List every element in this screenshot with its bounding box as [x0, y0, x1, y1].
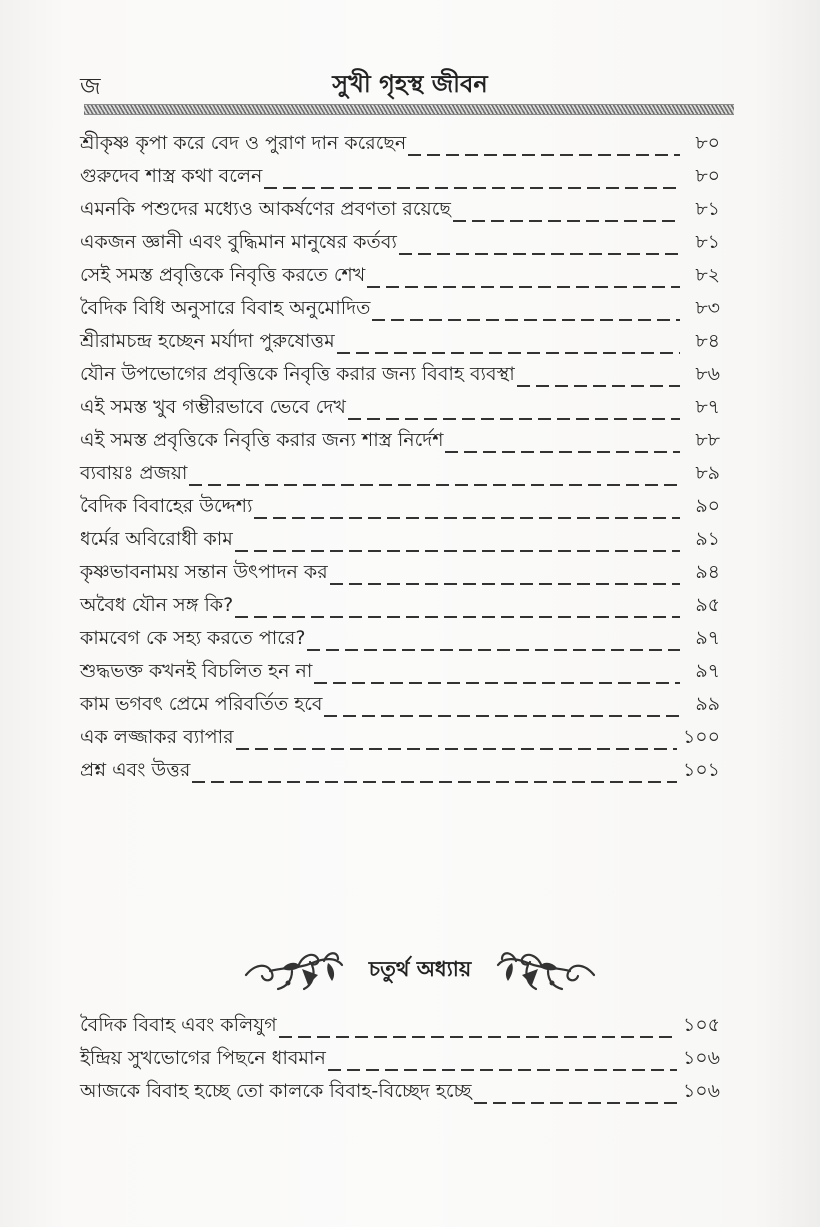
toc-entry-page: ৮৩ [695, 297, 720, 319]
toc-entry [80, 722, 720, 755]
dotted-leader [307, 649, 680, 651]
toc-entry [80, 425, 720, 458]
toc-entry-page: ৮১ [695, 198, 720, 220]
toc-entry [80, 194, 720, 227]
toc-entry-title: বৈদিক বিবাহের উদ্দেশ্য [80, 495, 253, 517]
toc-entry-title: গুরুদেব শাস্ত্র কথা বলেন [80, 165, 263, 187]
toc-entry [80, 128, 720, 161]
toc-entry-page: ৮১ [695, 231, 720, 253]
dotted-leader [408, 154, 680, 156]
toc-entry-title: বৈদিক বিবাহ এবং কলিযুগ [80, 1014, 277, 1036]
toc-entry-page: ৮০ [695, 132, 720, 154]
toc-entry-page: ১০৬ [682, 1047, 720, 1069]
dotted-leader [517, 385, 680, 387]
toc-entry [80, 1076, 720, 1109]
toc-entry [80, 590, 720, 623]
toc-entry-page: ৮৮ [695, 429, 720, 451]
floral-ornament-right-icon [493, 945, 598, 995]
page-header [80, 66, 740, 102]
toc-entry [80, 524, 720, 557]
toc-entry [80, 392, 720, 425]
floral-ornament-left-icon [242, 945, 347, 995]
toc-entry-title: ধর্মের অবিরোধী কাম [80, 528, 233, 550]
dotted-leader [348, 418, 680, 420]
dotted-leader [236, 748, 677, 750]
toc-entry-title: যৌন উপভোগের প্রবৃত্তিকে নিবৃত্তি করার জন্য বিবাহ ব্যবস্থা [80, 363, 515, 385]
toc-entry [80, 557, 720, 590]
toc-section-1 [80, 128, 720, 788]
toc-entry-title: কাম ভগবৎ প্রেমে পরিবর্তিত হবে [80, 693, 323, 715]
toc-entry-title: এই সমস্ত খুব গম্ভীরভাবে ভেবে দেখ [80, 396, 346, 418]
toc-entry [80, 326, 720, 359]
toc-entry-page: ৮৬ [695, 363, 720, 385]
dotted-leader [314, 682, 680, 684]
toc-entry-page: ৯৪ [695, 561, 720, 583]
toc-entry [80, 491, 720, 524]
toc-entry-title: শুদ্ধভক্ত কখনই বিচলিত হন না [80, 660, 313, 682]
dotted-leader [367, 286, 680, 288]
toc-entry [80, 260, 720, 293]
toc-entry [80, 161, 720, 194]
toc-entry [80, 656, 720, 689]
toc-entry-page: ৯০ [695, 495, 720, 517]
toc-entry-page: ৮২ [695, 264, 720, 286]
toc-entry-title: সেই সমস্ত প্রবৃত্তিকে নিবৃত্তি করতে শেখ [80, 264, 366, 286]
toc-entry [80, 227, 720, 260]
dotted-leader [372, 319, 680, 321]
toc-entry-page: ১০৬ [682, 1080, 720, 1102]
dotted-leader [328, 1069, 677, 1071]
toc-entry [80, 623, 720, 656]
toc-entry-page: ১০১ [682, 759, 720, 781]
toc-entry-page: ৮৯ [695, 462, 720, 484]
toc-entry-title: একজন জ্ঞানী এবং বুদ্ধিমান মানুষের কর্তব্য [80, 231, 397, 253]
toc-entry-page: ৮৭ [695, 396, 720, 418]
toc-entry-title: ইন্দ্রিয় সুখভোগের পিছনে ধাবমান [80, 1047, 326, 1069]
dotted-leader [279, 1036, 677, 1038]
toc-entry-title: কামবেগ কে সহ্য করতে পারে? [80, 627, 306, 649]
toc-entry-title: শ্রীরামচন্দ্র হচ্ছেন মর্যাদা পুরুষোত্তম [80, 330, 335, 352]
toc-entry-title: শ্রীকৃষ্ণ কৃপা করে বেদ ও পুরাণ দান করেছেন [80, 132, 407, 154]
toc-entry-title: প্রশ্ন এবং উত্তর [80, 759, 191, 781]
toc-entry-page: ১০০ [682, 726, 720, 748]
dotted-leader [337, 352, 680, 354]
toc-entry-title: অবৈধ যৌন সঙ্গ কি? [80, 594, 234, 616]
dotted-leader [189, 484, 680, 486]
book-title: সুখী গৃহস্থ জীবন [332, 70, 488, 98]
dotted-leader [235, 616, 680, 618]
toc-entry-title: আজকে বিবাহ হচ্ছে তো কালকে বিবাহ-বিচ্ছেদ হচ্ছে [80, 1080, 472, 1102]
dotted-leader [192, 781, 677, 783]
toc-entry [80, 1043, 720, 1076]
toc-entry-title: কৃষ্ণভাবনাময় সন্তান উৎপাদন কর [80, 561, 328, 583]
toc-entry [80, 755, 720, 788]
toc-entry [80, 359, 720, 392]
toc-entry-title: ব্যবায়ঃ প্রজয়া [80, 462, 188, 484]
toc-entry-title: এক লজ্জাকর ব্যাপার [80, 726, 234, 748]
dotted-leader [264, 187, 680, 189]
toc-entry [80, 458, 720, 491]
toc-entry [80, 293, 720, 326]
dotted-leader [330, 583, 680, 585]
page-number-letter: জ [80, 74, 101, 100]
dotted-leader [474, 1102, 677, 1104]
toc-entry [80, 689, 720, 722]
dotted-leader [453, 220, 680, 222]
decorative-rope-rule [84, 104, 734, 115]
dotted-leader [399, 253, 680, 255]
chapter-label: চতুর্থ অধ্যায় [368, 956, 472, 981]
dotted-leader [254, 517, 680, 519]
toc-entry-page: ৯৭ [695, 660, 720, 682]
dotted-leader [445, 451, 680, 453]
toc-section-2 [80, 1010, 720, 1109]
toc-entry-page: ৮৪ [695, 330, 720, 352]
toc-entry-page: ১০৫ [682, 1014, 720, 1036]
toc-entry-title: এমনকি পশুদের মধ্যেও আকর্ষণের প্রবণতা রয়েছে [80, 198, 451, 220]
dotted-leader [324, 715, 680, 717]
toc-entry [80, 1010, 720, 1043]
dotted-leader [235, 550, 680, 552]
toc-entry-title: বৈদিক বিধি অনুসারে বিবাহ অনুমোদিত [80, 297, 371, 319]
chapter-heading [230, 940, 610, 1000]
toc-entry-page: ৯৫ [695, 594, 720, 616]
toc-entry-title: এই সমস্ত প্রবৃত্তিকে নিবৃত্তি করার জন্য শাস্ত্র নির্দেশ [80, 429, 444, 451]
toc-entry-page: ৯৭ [695, 627, 720, 649]
toc-entry-page: ৯১ [695, 528, 720, 550]
toc-entry-page: ৮০ [695, 165, 720, 187]
toc-entry-page: ৯৯ [695, 693, 720, 715]
